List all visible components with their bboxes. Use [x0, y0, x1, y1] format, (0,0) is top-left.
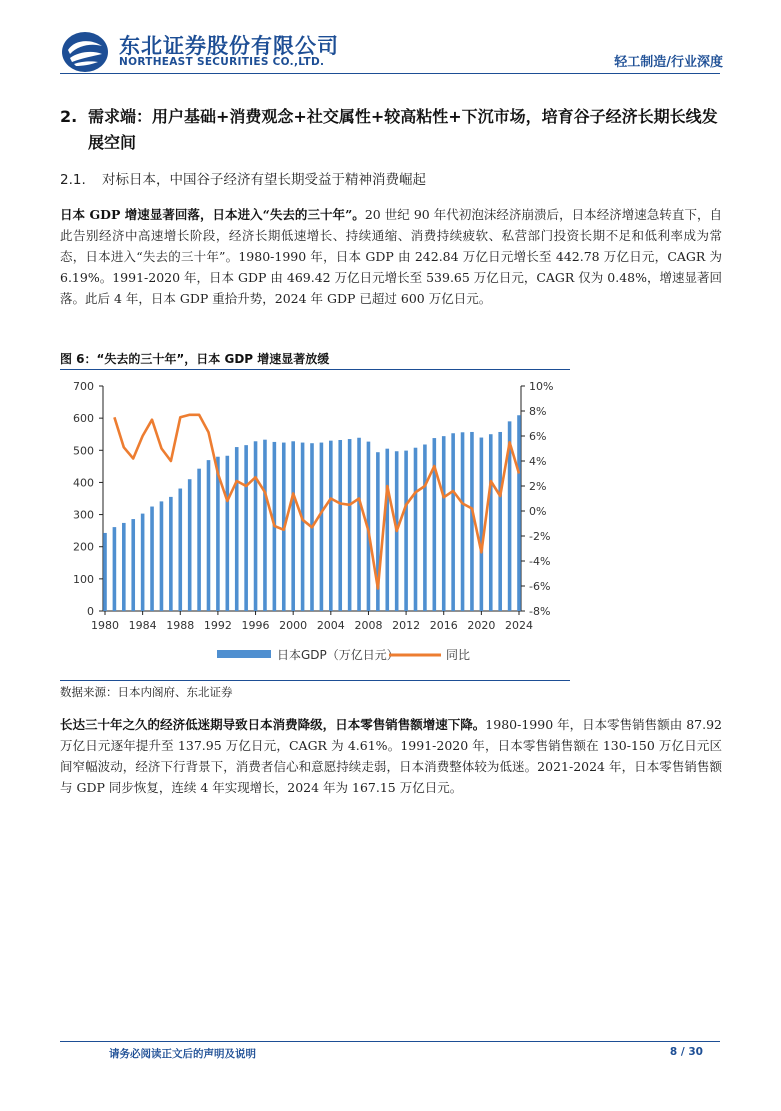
gdp-bar	[320, 443, 324, 611]
gdp-bar	[178, 489, 182, 611]
gdp-bar	[385, 449, 389, 611]
gdp-bar	[451, 433, 455, 611]
gdp-bar	[244, 445, 248, 611]
gdp-bar	[291, 441, 295, 611]
gdp-bar	[235, 447, 239, 611]
gdp-bar	[103, 533, 107, 611]
company-name-en: NORTHEAST SECURITIES CO.,LTD.	[119, 56, 325, 68]
right-tick-label: 10%	[529, 380, 554, 393]
section-heading	[60, 104, 720, 156]
gdp-bar	[113, 527, 117, 611]
gdp-bar	[404, 451, 408, 611]
gdp-bar	[150, 507, 154, 611]
right-tick-label: -4%	[529, 555, 551, 568]
gdp-bar	[169, 497, 173, 611]
right-tick-label: -8%	[529, 605, 551, 618]
gdp-bar	[131, 519, 135, 611]
x-tick-label: 2020	[467, 619, 496, 632]
gdp-bar	[141, 514, 145, 611]
x-tick-label: 1988	[166, 619, 195, 632]
company-name-cn: 东北证券股份有限公司	[119, 34, 339, 58]
report-type: 轻工制造/行业深度	[614, 55, 723, 70]
gdp-chart	[60, 372, 575, 678]
header-divider	[60, 73, 720, 74]
left-tick-label: 0	[87, 605, 94, 618]
section-title: 需求端：用户基础+消费观念+社交属性+较高粘性+下沉市场，培育谷子经济长期长线发展空间	[88, 107, 718, 152]
paragraph-retail-lead: 长达三十年之久的经济低迷期导致日本消费降级，日本零售销售额增速下降。	[60, 717, 486, 732]
gdp-bar	[517, 415, 521, 611]
figure-title: 图 6：“失去的三十年”，日本 GDP 增速显著放缓	[60, 352, 330, 366]
left-tick-label: 500	[73, 444, 94, 458]
page-header	[0, 0, 781, 80]
company-logo-icon	[60, 30, 110, 74]
left-tick-label: 700	[73, 380, 94, 393]
right-tick-label: -2%	[529, 530, 551, 543]
right-tick-label: 8%	[529, 405, 547, 418]
left-tick-label: 400	[73, 476, 94, 490]
gdp-bar	[188, 479, 192, 611]
right-tick-label: 4%	[529, 455, 547, 468]
gdp-bar	[263, 440, 267, 611]
subsection-heading	[60, 168, 426, 188]
gdp-bar	[489, 434, 493, 611]
right-tick-label: 0%	[529, 505, 547, 518]
left-tick-label: 200	[73, 540, 94, 554]
x-tick-label: 1980	[91, 619, 119, 632]
x-tick-label: 2012	[392, 619, 421, 632]
gdp-bar	[301, 443, 305, 611]
gdp-bar	[423, 445, 427, 612]
x-tick-label: 1984	[128, 619, 157, 632]
paragraph-retail	[60, 714, 722, 798]
x-tick-label: 2000	[279, 619, 308, 632]
gdp-bar	[498, 432, 502, 611]
x-tick-label: 2004	[316, 619, 345, 632]
gdp-bar	[207, 460, 211, 611]
gdp-bar	[122, 523, 126, 611]
yoy-line	[114, 415, 519, 589]
x-tick-label: 1992	[203, 619, 232, 632]
legend-gdp-label: 日本GDP（万亿日元）	[277, 648, 399, 662]
figure-top-rule	[60, 369, 570, 370]
x-tick-label: 1996	[241, 619, 270, 632]
gdp-bar	[254, 441, 258, 611]
right-tick-label: 2%	[529, 480, 547, 493]
paragraph-gdp	[60, 204, 722, 309]
gdp-bar	[414, 448, 418, 611]
figure-bottom-rule	[60, 680, 570, 681]
paragraph-retail-body: 1980-1990 年，日本零售销售额由 87.92 万亿日元逐年提升至 137.95 万亿日元，CAGR 为 4.61%。1991-2020 年，日本零售销售额在 130-150 万亿日元区间窄幅波动，经济下行背景下，消费者信心和意愿持续走弱，日本消费整体较为低迷。2021-2024 年，日本零售销售额与 GDP 同步恢复，连续 4 年实现增长，2024 年为 167.15 万亿日元。	[60, 717, 722, 795]
left-tick-label: 600	[73, 412, 94, 426]
figure-source: 数据来源：日本内阁府、东北证券	[60, 685, 233, 699]
gdp-bar	[338, 440, 342, 611]
right-tick-label: 6%	[529, 430, 547, 443]
subsection-number: 2.1.	[60, 172, 86, 188]
gdp-bar	[329, 441, 333, 611]
gdp-bar	[160, 501, 164, 611]
right-tick-label: -6%	[529, 580, 551, 593]
gdp-bar	[461, 432, 465, 611]
gdp-bar	[226, 456, 230, 611]
gdp-bar	[348, 439, 352, 611]
gdp-bar	[197, 469, 201, 611]
legend-yoy-label: 同比	[446, 648, 471, 662]
x-tick-label: 2016	[429, 619, 458, 632]
footer-divider	[60, 1041, 720, 1042]
paragraph-gdp-body: 20 世纪 90 年代初泡沫经济崩溃后，日本经济增速急转直下，自此告别经济中高速增长阶段，经济长期低速增长、持续通缩、消费持续疲软、私营部门投资长期不足和低利率成为常态，日本进入“失去的三十年”。1980-1990 年，日本 GDP 由 242.84 万亿日元增长至 442.78 万亿日元，CAGR 为 6.19%。1991-2020 年，日本 GDP 由 469.42 万亿日元增长至 539.65 万亿日元，CAGR 仅为 0.48%，增速显著回落。此后 4 年，日本 GDP 重拾升势，2024 年 GDP 已超过 600 万亿日元。	[60, 207, 723, 306]
legend-gdp-swatch	[217, 650, 271, 658]
page-number: 8 / 30	[669, 1046, 703, 1058]
gdp-bar	[480, 438, 484, 611]
left-tick-label: 300	[73, 508, 94, 522]
gdp-bar	[433, 438, 437, 611]
gdp-bar	[357, 438, 361, 611]
section-number: 2.	[60, 107, 78, 126]
footer-disclaimer: 请务必阅读正文后的声明及说明	[109, 1048, 256, 1060]
paragraph-gdp-lead: 日本 GDP 增速显著回落，日本进入“失去的三十年”。	[60, 207, 365, 222]
x-tick-label: 2024	[505, 619, 533, 632]
x-tick-label: 2008	[354, 619, 383, 632]
gdp-bar	[470, 432, 474, 611]
left-tick-label: 100	[73, 572, 94, 586]
gdp-bar	[442, 436, 446, 611]
subsection-title: 对标日本，中国谷子经济有望长期受益于精神消费崛起	[102, 172, 426, 188]
